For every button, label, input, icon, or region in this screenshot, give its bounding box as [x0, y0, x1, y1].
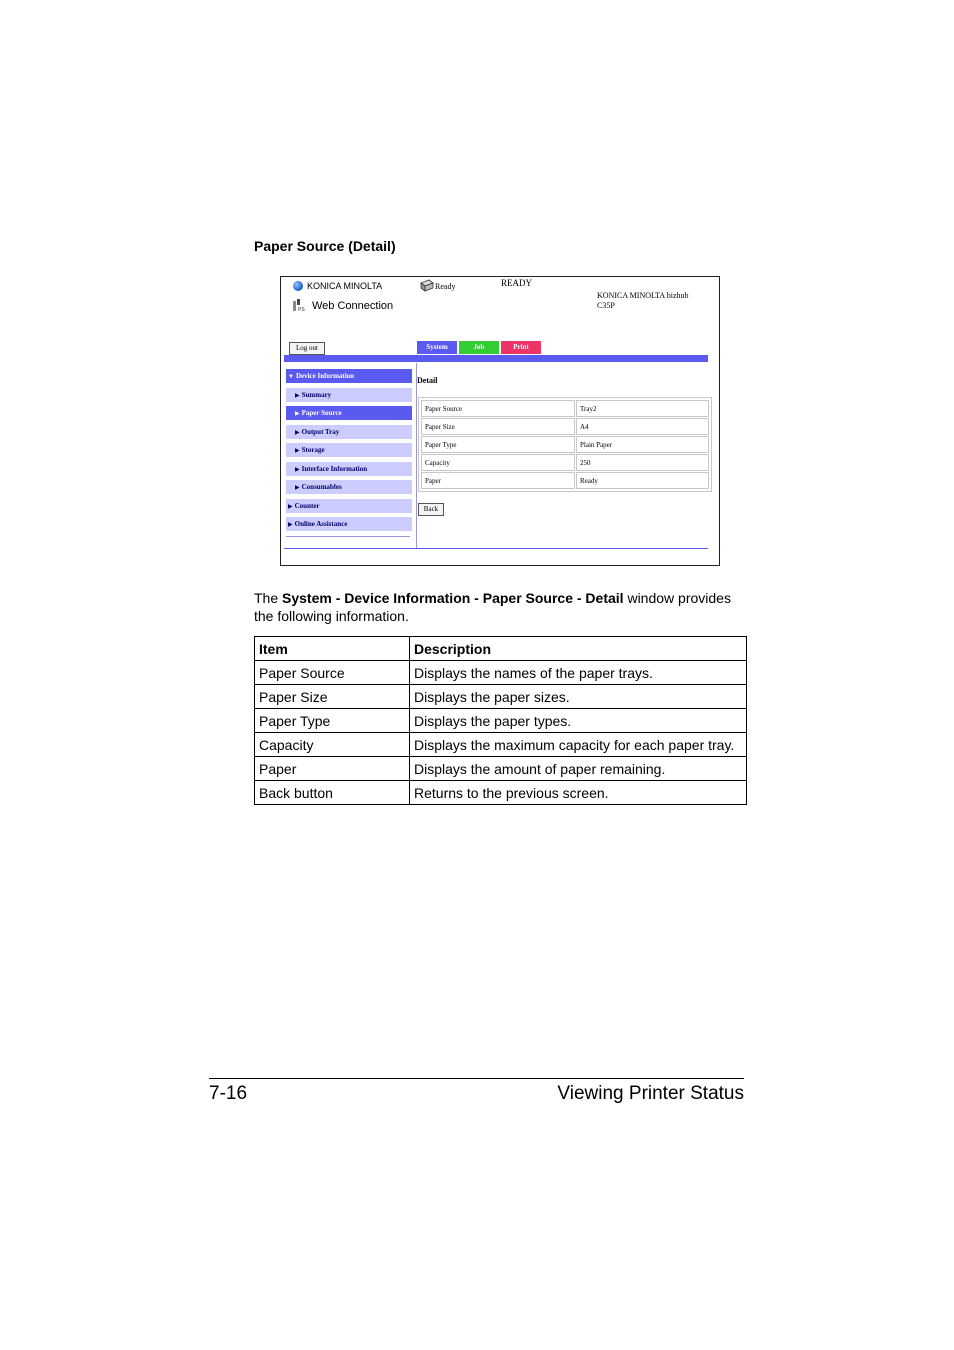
triangle-right-icon: ▶: [295, 448, 300, 454]
sidebar-item-paper-source[interactable]: ▶ Paper Source: [286, 406, 412, 420]
table-row: [255, 661, 747, 685]
table-row: [255, 733, 747, 757]
triangle-right-icon: ▶: [295, 411, 300, 417]
sidebar-item-online-assistance[interactable]: ▶ Online Assistance: [286, 517, 412, 531]
item-cell: Capacity: [255, 733, 410, 757]
table-row: [421, 436, 709, 453]
detail-label-cell: Paper Type: [421, 436, 575, 453]
sidebar-item-device-information[interactable]: ▼ Device Information: [286, 369, 412, 383]
detail-label-cell: Paper Size: [421, 418, 575, 435]
detail-value-cell: Tray2: [576, 400, 709, 417]
globe-icon: [293, 281, 303, 291]
item-cell: Paper Type: [255, 709, 410, 733]
table-row: [421, 418, 709, 435]
running-title: Viewing Printer Status: [557, 1083, 744, 1104]
header-description: Description: [410, 637, 747, 661]
detail-label-cell: Capacity: [421, 454, 575, 471]
web-connection-screenshot: [280, 276, 720, 566]
footer-divider: [284, 548, 708, 549]
table-row: [421, 454, 709, 471]
sidebar-item-output-tray[interactable]: ▶ Output Tray: [286, 425, 412, 439]
table-header-row: [255, 637, 747, 661]
detail-value-cell: Ready: [576, 472, 709, 489]
sidebar-item-counter[interactable]: ▶ Counter: [286, 499, 412, 513]
page-number: 7-16: [209, 1083, 248, 1104]
logout-button[interactable]: Log out: [289, 342, 325, 355]
description-cell: Displays the paper types.: [410, 709, 747, 733]
back-button[interactable]: Back: [418, 503, 444, 516]
detail-value-cell: A4: [576, 418, 709, 435]
table-row: [255, 685, 747, 709]
table-row: [255, 709, 747, 733]
model-number: C35P: [597, 301, 615, 310]
description-cell: Displays the maximum capacity for each paper tray.: [410, 733, 747, 757]
printer-icon: [419, 278, 435, 292]
detail-label-cell: Paper: [421, 472, 575, 489]
detail-table: [418, 397, 712, 492]
item-cell: Paper Source: [255, 661, 410, 685]
detail-title: Detail: [417, 376, 438, 385]
description-cell: Returns to the previous screen.: [410, 781, 747, 805]
status-display: READY: [501, 278, 532, 288]
table-row: [421, 400, 709, 417]
header-divider: [284, 355, 708, 362]
detail-value-cell: Plain Paper: [576, 436, 709, 453]
table-row: [255, 781, 747, 805]
sidebar: [284, 363, 417, 549]
triangle-down-icon: ▼: [288, 374, 294, 380]
tab-print[interactable]: Print: [501, 341, 541, 354]
triangle-right-icon: ▶: [295, 393, 300, 399]
brand-name: KONICA MINOLTA: [307, 281, 383, 291]
triangle-right-icon: ▶: [288, 504, 293, 510]
description-cell: Displays the paper sizes.: [410, 685, 747, 709]
description-cell: Displays the amount of paper remaining.: [410, 757, 747, 781]
sidebar-item-consumables[interactable]: ▶ Consumables: [286, 480, 412, 494]
table-row: [255, 757, 747, 781]
item-cell: Paper: [255, 757, 410, 781]
status-text: Ready: [435, 282, 456, 291]
sidebar-item-summary[interactable]: ▶ Summary: [286, 388, 412, 402]
product-name: Web Connection: [312, 300, 394, 312]
window-path: System - Device Information - Paper Source - Detail: [282, 590, 624, 606]
item-cell: Paper Size: [255, 685, 410, 709]
sidebar-item-interface-information[interactable]: ▶ Interface Information: [286, 462, 412, 476]
footer-rule: [209, 1078, 744, 1079]
model-name: KONICA MINOLTA bizhub: [597, 291, 689, 300]
description-cell: Displays the names of the paper trays.: [410, 661, 747, 685]
sidebar-divider: [286, 536, 410, 537]
intro-paragraph: The System - Device Information - Paper Source - Detail window provides the following information.: [254, 590, 731, 624]
triangle-right-icon: ▶: [295, 467, 300, 473]
triangle-right-icon: ▶: [288, 522, 293, 528]
detail-value-cell: 250: [576, 454, 709, 471]
detail-label-cell: Paper Source: [421, 400, 575, 417]
tab-system[interactable]: System: [417, 341, 457, 354]
header-item: Item: [255, 637, 410, 661]
triangle-right-icon: ▶: [295, 430, 300, 436]
sidebar-item-storage[interactable]: ▶ Storage: [286, 443, 412, 457]
item-cell: Back button: [255, 781, 410, 805]
info-table: [254, 636, 747, 805]
konica-minolta-logo: [293, 281, 382, 291]
section-heading: Paper Source (Detail): [254, 238, 396, 254]
svg-text:PS: PS: [298, 307, 305, 313]
web-connection-logo: [293, 299, 393, 313]
triangle-right-icon: ▶: [295, 485, 300, 491]
table-row: [421, 472, 709, 489]
tab-job[interactable]: Job: [459, 341, 499, 354]
pagescope-icon: [293, 299, 309, 313]
